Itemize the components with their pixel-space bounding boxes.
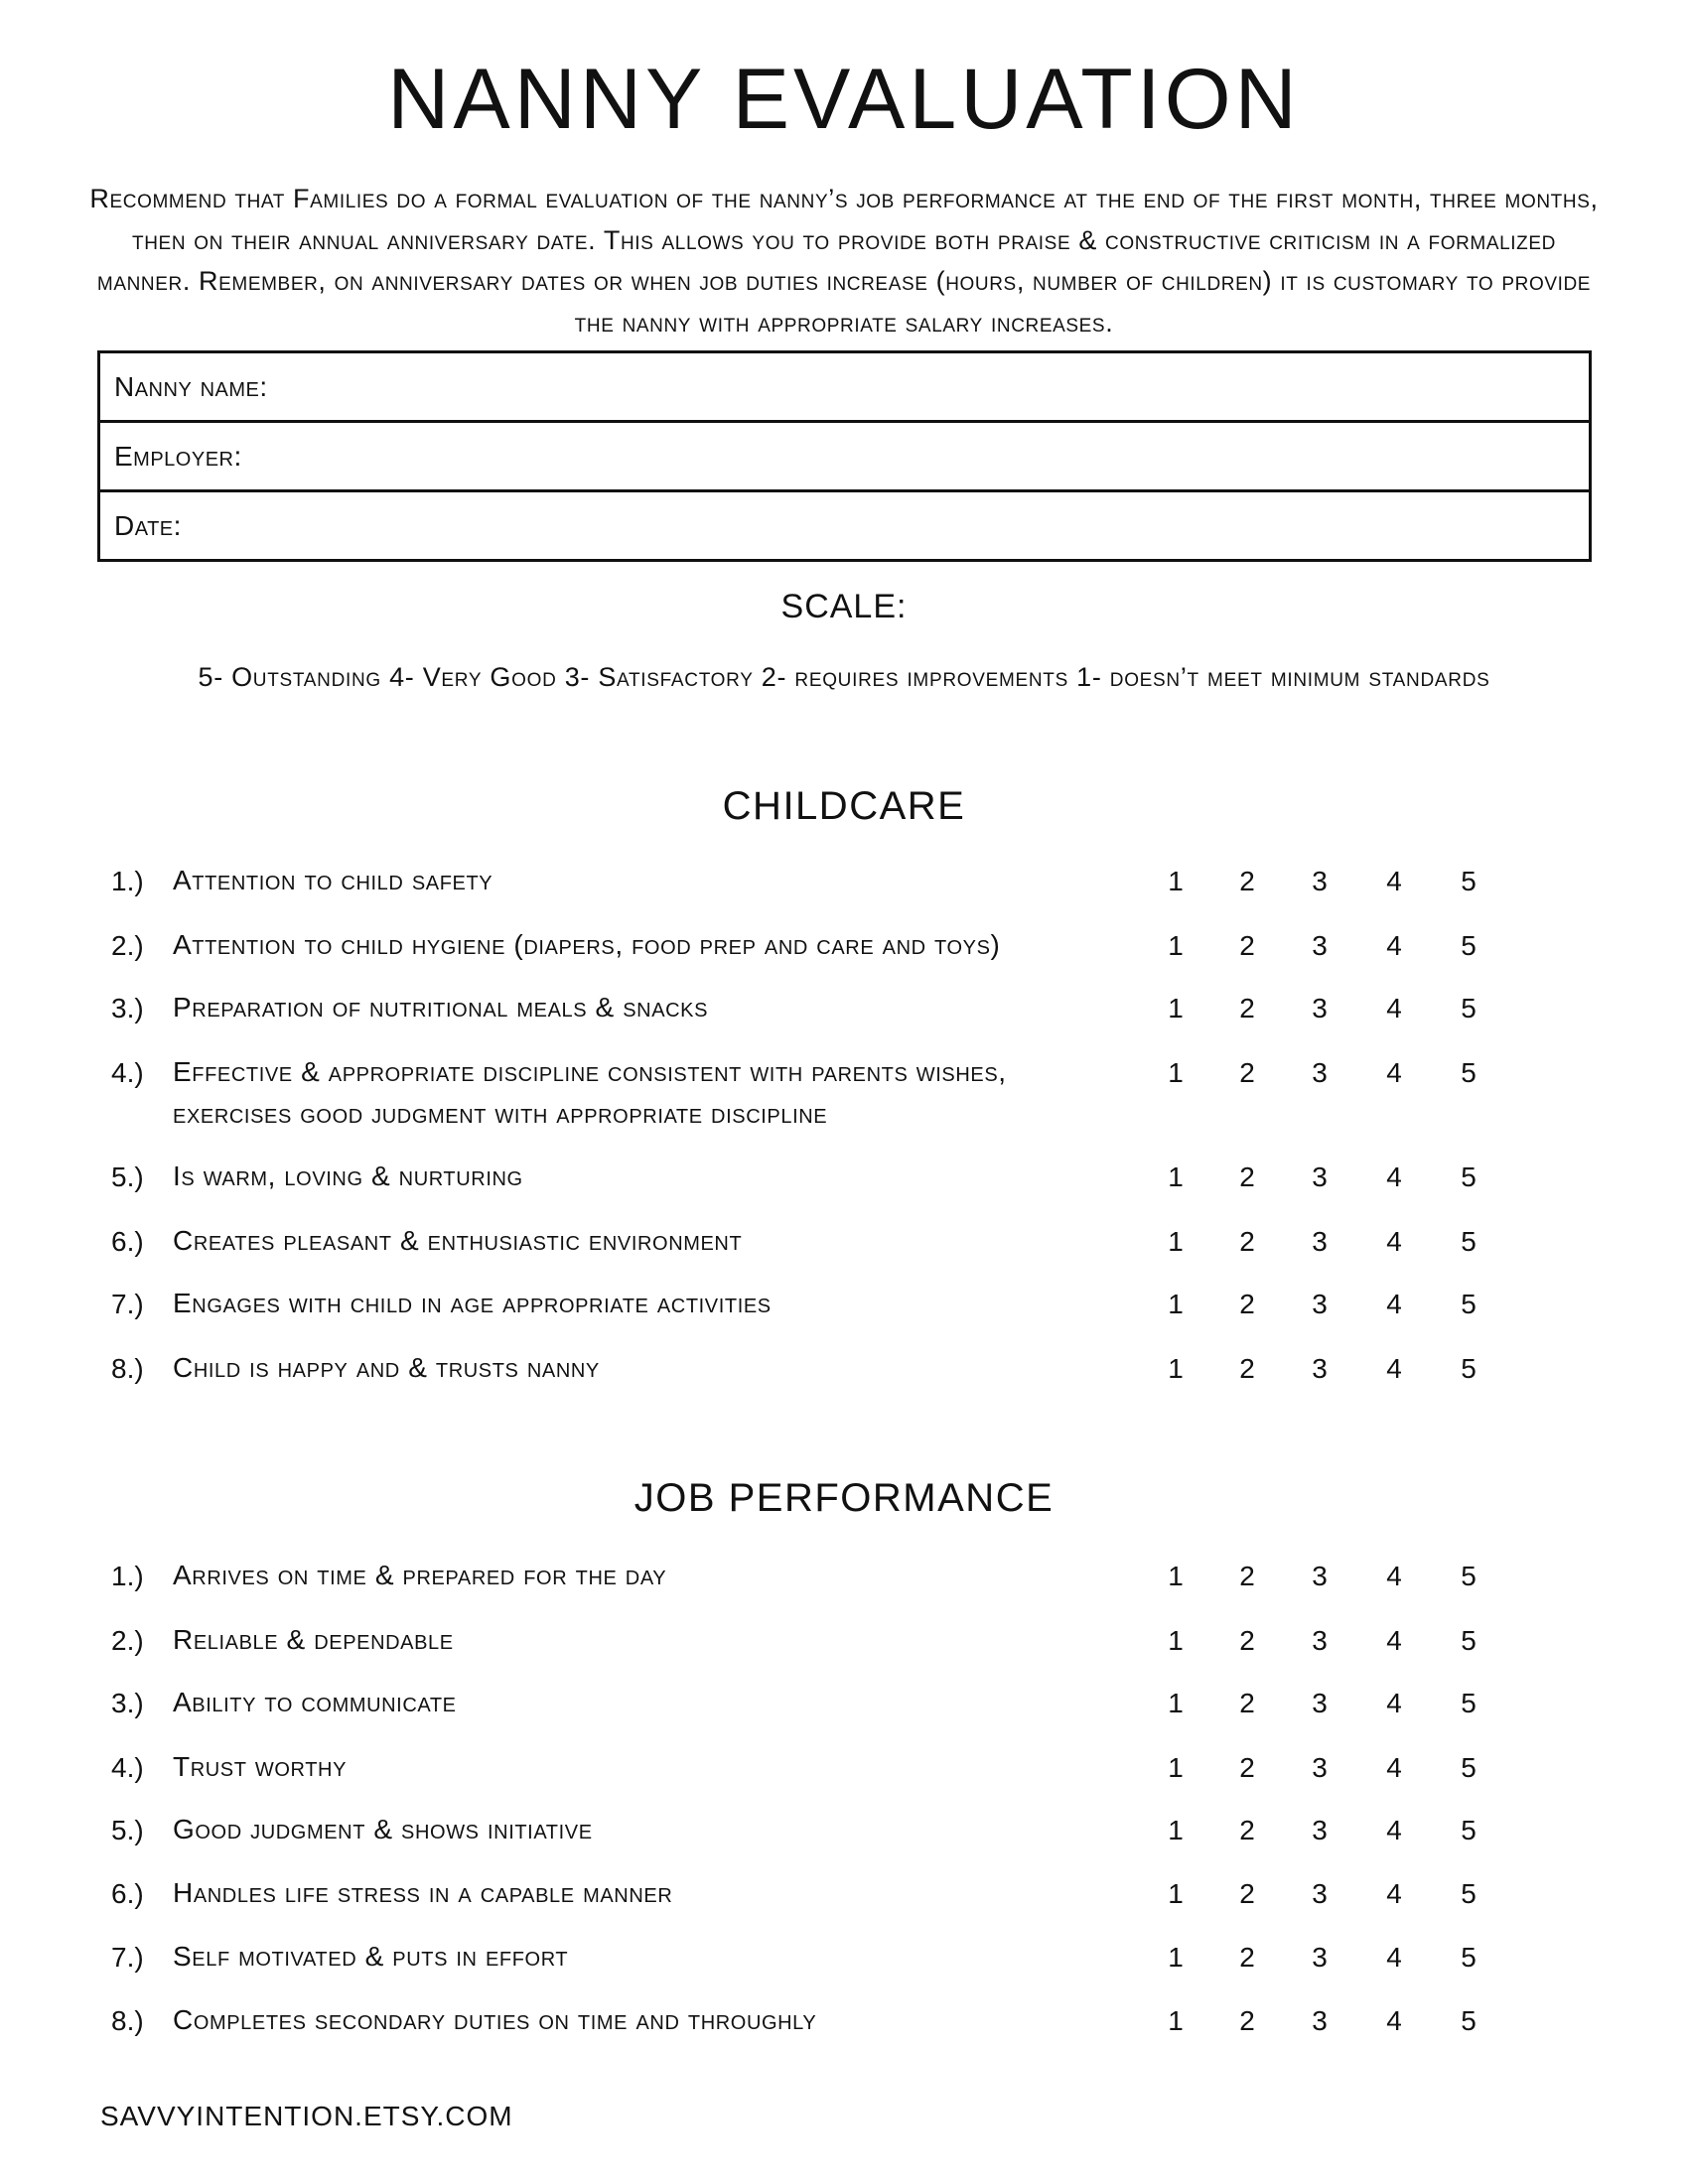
rating-option-5[interactable]: 5 bbox=[1461, 1289, 1477, 1319]
rating-option-3[interactable]: 3 bbox=[1312, 1057, 1328, 1088]
rating-option-5[interactable]: 5 bbox=[1461, 1815, 1477, 1845]
item-text-line: Reliable & dependable bbox=[173, 1624, 454, 1655]
page-title: NANNY EVALUATION bbox=[387, 52, 1301, 147]
item-text bbox=[173, 1220, 742, 1262]
item-text bbox=[173, 1555, 666, 1596]
scale-legend: 5- Outstanding 4- Very Good 3- Satisfactory 2- requires improvements 1- doesn’t meet minimum standards bbox=[198, 662, 1490, 692]
evaluation-item bbox=[0, 1561, 1688, 1600]
item-number: 4.) bbox=[111, 1057, 144, 1088]
rating-option-1[interactable]: 1 bbox=[1168, 930, 1184, 961]
rating-option-2[interactable]: 2 bbox=[1239, 1815, 1255, 1845]
rating-option-3[interactable]: 3 bbox=[1312, 1878, 1328, 1909]
item-number: 8.) bbox=[111, 2005, 144, 2036]
item-text-line: Preparation of nutritional meals & snacks bbox=[173, 992, 709, 1023]
section-heading: CHILDCARE bbox=[722, 784, 966, 828]
rating-option-5[interactable]: 5 bbox=[1461, 1057, 1477, 1088]
rating-option-5[interactable]: 5 bbox=[1461, 1353, 1477, 1384]
item-text bbox=[173, 1872, 672, 1914]
item-text bbox=[173, 1999, 816, 2041]
rating-option-2[interactable]: 2 bbox=[1239, 1226, 1255, 1257]
rating-option-1[interactable]: 1 bbox=[1168, 866, 1184, 896]
employer-label: Employer: bbox=[114, 440, 242, 472]
rating-option-1[interactable]: 1 bbox=[1168, 993, 1184, 1024]
rating-option-4[interactable]: 4 bbox=[1386, 1161, 1402, 1192]
rating-option-4[interactable]: 4 bbox=[1386, 1289, 1402, 1319]
item-text-line: Good judgment & shows initiative bbox=[173, 1814, 593, 1844]
rating-option-3[interactable]: 3 bbox=[1312, 1289, 1328, 1319]
item-number: 3.) bbox=[111, 1688, 144, 1718]
footer-url: SAVVYINTENTION.ETSY.COM bbox=[100, 2101, 513, 2131]
item-number: 5.) bbox=[111, 1161, 144, 1192]
rating-option-5[interactable]: 5 bbox=[1461, 1625, 1477, 1656]
rating-option-2[interactable]: 2 bbox=[1239, 1353, 1255, 1384]
item-text-line: Arrives on time & prepared for the day bbox=[173, 1560, 667, 1590]
item-text bbox=[173, 1746, 347, 1788]
evaluation-item bbox=[0, 993, 1688, 1032]
rating-option-2[interactable]: 2 bbox=[1239, 1688, 1255, 1718]
rating-option-4[interactable]: 4 bbox=[1386, 1353, 1402, 1384]
evaluation-item bbox=[0, 1353, 1688, 1393]
item-text bbox=[173, 1051, 1007, 1135]
item-text-line: Is warm, loving & nurturing bbox=[173, 1160, 523, 1191]
rating-option-1[interactable]: 1 bbox=[1168, 1625, 1184, 1656]
item-text bbox=[173, 860, 492, 901]
rating-option-1[interactable]: 1 bbox=[1168, 1561, 1184, 1591]
rating-option-3[interactable]: 3 bbox=[1312, 1561, 1328, 1591]
rating-option-4[interactable]: 4 bbox=[1386, 1752, 1402, 1783]
section-heading: JOB PERFORMANCE bbox=[633, 1476, 1055, 1520]
evaluation-item bbox=[0, 2005, 1688, 2045]
rating-option-5[interactable]: 5 bbox=[1461, 1161, 1477, 1192]
item-text bbox=[173, 924, 1000, 966]
rating-option-3[interactable]: 3 bbox=[1312, 2005, 1328, 2036]
rating-option-5[interactable]: 5 bbox=[1461, 993, 1477, 1024]
item-number: 4.) bbox=[111, 1752, 144, 1783]
rating-option-2[interactable]: 2 bbox=[1239, 1752, 1255, 1783]
rating-option-3[interactable]: 3 bbox=[1312, 993, 1328, 1024]
evaluation-item bbox=[0, 1056, 1688, 1129]
rating-option-3[interactable]: 3 bbox=[1312, 1226, 1328, 1257]
item-number: 8.) bbox=[111, 1353, 144, 1384]
item-number: 6.) bbox=[111, 1226, 144, 1257]
rating-option-5[interactable]: 5 bbox=[1461, 1942, 1477, 1973]
rating-option-2[interactable]: 2 bbox=[1239, 930, 1255, 961]
rating-option-1[interactable]: 1 bbox=[1168, 1226, 1184, 1257]
rating-option-2[interactable]: 2 bbox=[1239, 1942, 1255, 1973]
rating-option-5[interactable]: 5 bbox=[1461, 1752, 1477, 1783]
rating-option-3[interactable]: 3 bbox=[1312, 1752, 1328, 1783]
rating-option-2[interactable]: 2 bbox=[1239, 1878, 1255, 1909]
intro-paragraph: Recommend that Families do a formal evaluation of the nanny’s job performance at the end of the first month, three months, then on their annual anniversary date. This allows you to provide both praise & constructive criticism in a formalized manner. Remember, on anniversary dates or when job duties increase (hours, number of children) it is customary to provide the nanny with appropriate salary increases. bbox=[89, 184, 1599, 338]
item-number: 7.) bbox=[111, 1942, 144, 1973]
rating-option-1[interactable]: 1 bbox=[1168, 1353, 1184, 1384]
rating-option-3[interactable]: 3 bbox=[1312, 1625, 1328, 1656]
item-text bbox=[173, 1619, 454, 1661]
date-label: Date: bbox=[114, 509, 182, 541]
rating-option-2[interactable]: 2 bbox=[1239, 866, 1255, 896]
item-number: 1.) bbox=[111, 1561, 144, 1591]
item-text bbox=[173, 1156, 523, 1197]
item-text-line: Effective & appropriate discipline consistent with parents wishes, bbox=[173, 1056, 1007, 1087]
rating-option-2[interactable]: 2 bbox=[1239, 1289, 1255, 1319]
rating-option-5[interactable]: 5 bbox=[1461, 866, 1477, 896]
rating-option-1[interactable]: 1 bbox=[1168, 1878, 1184, 1909]
scale-heading: SCALE: bbox=[780, 588, 908, 625]
item-text-line: Attention to child safety bbox=[173, 865, 493, 895]
rating-option-5[interactable]: 5 bbox=[1461, 1878, 1477, 1909]
rating-option-1[interactable]: 1 bbox=[1168, 1752, 1184, 1783]
info-table bbox=[97, 350, 1592, 562]
nanny-name-label: Nanny name: bbox=[114, 370, 268, 402]
rating-option-3[interactable]: 3 bbox=[1312, 930, 1328, 961]
item-text-line: Completes secondary duties on time and throughly bbox=[173, 2004, 817, 2035]
item-text-line: Attention to child hygiene (diapers, food prep and care and toys) bbox=[173, 929, 1001, 960]
evaluation-item bbox=[0, 1289, 1688, 1328]
rating-option-1[interactable]: 1 bbox=[1168, 2005, 1184, 2036]
rating-option-2[interactable]: 2 bbox=[1239, 1161, 1255, 1192]
rating-option-3[interactable]: 3 bbox=[1312, 1942, 1328, 1973]
item-number: 6.) bbox=[111, 1878, 144, 1909]
rating-option-4[interactable]: 4 bbox=[1386, 930, 1402, 961]
item-text-line: Self motivated & puts in effort bbox=[173, 1941, 569, 1972]
item-text-line: Trust worthy bbox=[173, 1751, 348, 1782]
rating-option-4[interactable]: 4 bbox=[1386, 993, 1402, 1024]
rating-option-2[interactable]: 2 bbox=[1239, 2005, 1255, 2036]
item-text-line: Child is happy and & trusts nanny bbox=[173, 1352, 600, 1383]
rating-option-3[interactable]: 3 bbox=[1312, 1688, 1328, 1718]
item-text-line: exercises good judgment with appropriate discipline bbox=[173, 1098, 828, 1129]
evaluation-item bbox=[0, 1815, 1688, 1854]
rating-option-1[interactable]: 1 bbox=[1168, 1289, 1184, 1319]
rating-option-4[interactable]: 4 bbox=[1386, 866, 1402, 896]
item-number: 7.) bbox=[111, 1289, 144, 1319]
item-number: 5.) bbox=[111, 1815, 144, 1845]
item-text-line: Ability to communicate bbox=[173, 1687, 457, 1717]
item-text bbox=[173, 1809, 593, 1850]
evaluation-item bbox=[0, 1942, 1688, 1981]
rating-option-1[interactable]: 1 bbox=[1168, 1688, 1184, 1718]
rating-option-5[interactable]: 5 bbox=[1461, 1688, 1477, 1718]
nanny-name-field[interactable] bbox=[100, 353, 1589, 423]
rating-option-3[interactable]: 3 bbox=[1312, 1353, 1328, 1384]
item-number: 2.) bbox=[111, 930, 144, 961]
item-text-line: Creates pleasant & enthusiastic environment bbox=[173, 1225, 743, 1256]
rating-option-5[interactable]: 5 bbox=[1461, 930, 1477, 961]
item-text bbox=[173, 987, 708, 1028]
rating-option-4[interactable]: 4 bbox=[1386, 1878, 1402, 1909]
rating-option-5[interactable]: 5 bbox=[1461, 2005, 1477, 2036]
rating-option-4[interactable]: 4 bbox=[1386, 1625, 1402, 1656]
rating-option-1[interactable]: 1 bbox=[1168, 1815, 1184, 1845]
item-text bbox=[173, 1936, 568, 1978]
rating-option-3[interactable]: 3 bbox=[1312, 1815, 1328, 1845]
item-number: 2.) bbox=[111, 1625, 144, 1656]
item-text-line: Handles life stress in a capable manner bbox=[173, 1877, 673, 1908]
rating-option-1[interactable]: 1 bbox=[1168, 1161, 1184, 1192]
item-text bbox=[173, 1682, 457, 1723]
rating-option-4[interactable]: 4 bbox=[1386, 1561, 1402, 1591]
item-text-line: Engages with child in age appropriate activities bbox=[173, 1288, 772, 1318]
item-text bbox=[173, 1283, 772, 1324]
rating-option-3[interactable]: 3 bbox=[1312, 1161, 1328, 1192]
rating-option-2[interactable]: 2 bbox=[1239, 1057, 1255, 1088]
rating-option-2[interactable]: 2 bbox=[1239, 993, 1255, 1024]
item-number: 3.) bbox=[111, 993, 144, 1024]
evaluation-item bbox=[0, 1226, 1688, 1266]
evaluation-item bbox=[0, 866, 1688, 905]
rating-option-5[interactable]: 5 bbox=[1461, 1561, 1477, 1591]
evaluation-item bbox=[0, 1878, 1688, 1918]
rating-option-2[interactable]: 2 bbox=[1239, 1561, 1255, 1591]
rating-option-1[interactable]: 1 bbox=[1168, 1942, 1184, 1973]
rating-option-4[interactable]: 4 bbox=[1386, 1688, 1402, 1718]
item-text bbox=[173, 1347, 600, 1389]
rating-option-4[interactable]: 4 bbox=[1386, 1226, 1402, 1257]
employer-field[interactable] bbox=[100, 423, 1589, 492]
rating-option-4[interactable]: 4 bbox=[1386, 1942, 1402, 1973]
rating-option-4[interactable]: 4 bbox=[1386, 1057, 1402, 1088]
item-number: 1.) bbox=[111, 866, 144, 896]
evaluation-item bbox=[0, 1752, 1688, 1792]
date-field[interactable] bbox=[100, 492, 1589, 559]
rating-option-5[interactable]: 5 bbox=[1461, 1226, 1477, 1257]
evaluation-item bbox=[0, 1625, 1688, 1665]
evaluation-item bbox=[0, 930, 1688, 970]
evaluation-item bbox=[0, 1161, 1688, 1201]
evaluation-item bbox=[0, 1688, 1688, 1727]
rating-option-2[interactable]: 2 bbox=[1239, 1625, 1255, 1656]
rating-option-1[interactable]: 1 bbox=[1168, 1057, 1184, 1088]
rating-option-4[interactable]: 4 bbox=[1386, 1815, 1402, 1845]
rating-option-4[interactable]: 4 bbox=[1386, 2005, 1402, 2036]
rating-option-3[interactable]: 3 bbox=[1312, 866, 1328, 896]
